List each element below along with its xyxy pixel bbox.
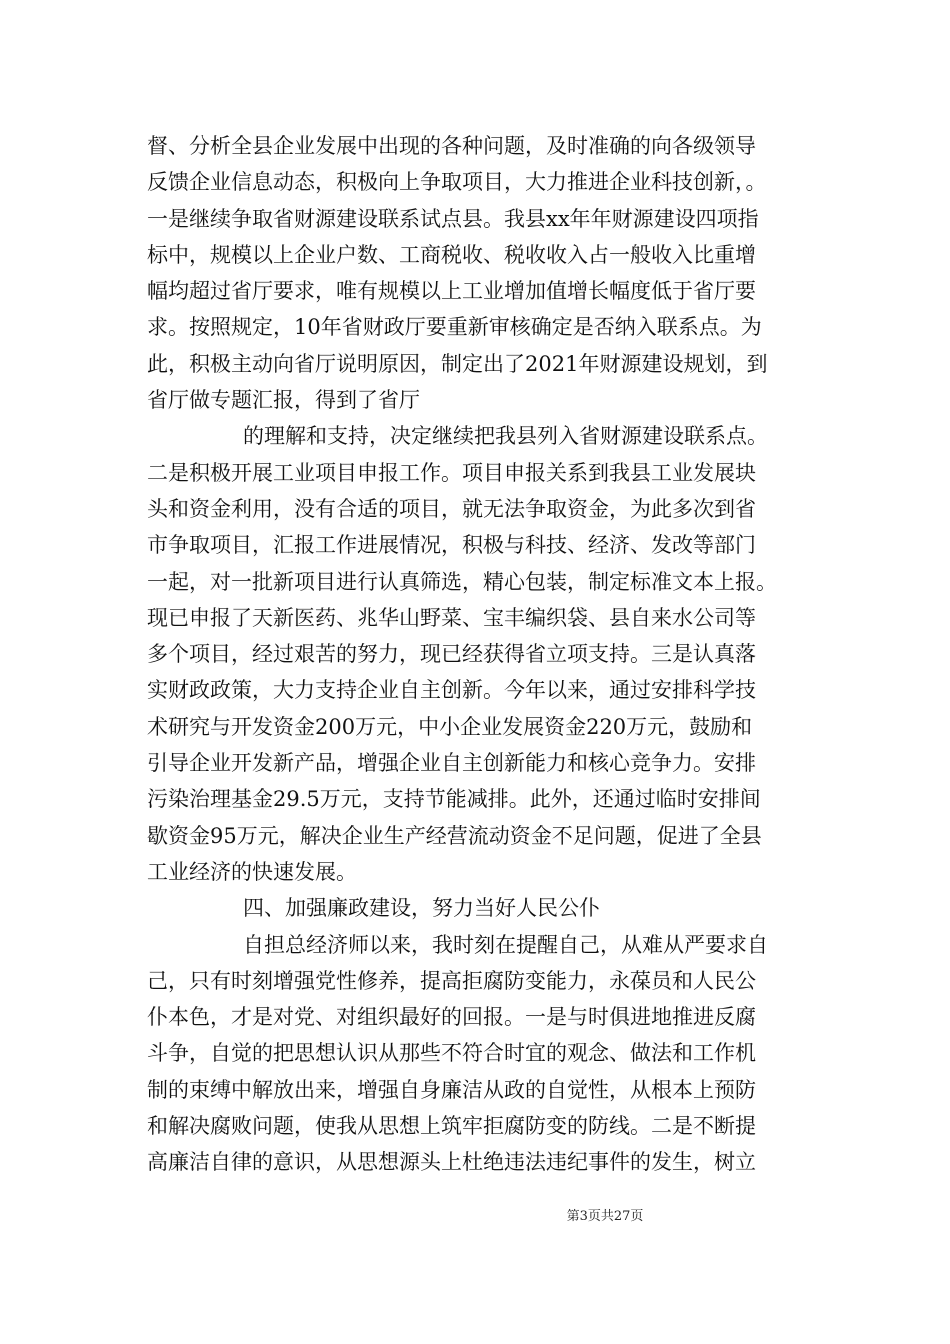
- text-line: 的理解和支持，决定继续把我县列入省财源建设联系点。: [243, 424, 768, 449]
- text-line: 制的束缚中解放出来，增强自身廉洁从政的自觉性，从根本上预防: [147, 1077, 756, 1102]
- text-line: 省厅做专题汇报，得到了省厅: [147, 388, 420, 413]
- text-line: 二是积极开展工业项目申报工作。项目申报关系到我县工业发展块: [147, 460, 756, 485]
- text-line: 歇资金95万元，解决企业生产经营流动资金不足问题，促进了全县: [147, 823, 762, 848]
- text-line: 和解决腐败问题，使我从思想上筑牢拒腐防变的防线。二是不断提: [147, 1114, 756, 1139]
- page-number-footer: 第3页共27页: [566, 1209, 644, 1224]
- text-line: 一是继续争取省财源建设联系试点县。我县xx年年财源建设四项指: [147, 206, 759, 231]
- text-line: 反馈企业信息动态，积极向上争取项目，大力推进企业科技创新，。: [147, 170, 767, 195]
- text-line: 标中，规模以上企业户数、工商税收、税收收入占一般收入比重增: [147, 242, 756, 267]
- text-line: 头和资金利用，没有合适的项目，就无法争取资金，为此多次到省: [147, 496, 756, 521]
- text-line: 一起，对一批新项目进行认真筛选，精心包装，制定标准文本上报。: [147, 569, 777, 594]
- text-line: 求。按照规定，10年省财政厅要重新审核确定是否纳入联系点。为: [147, 315, 762, 340]
- text-line: 此，积极主动向省厅说明原因，制定出了2021年财源建设规划，到: [147, 351, 768, 376]
- text-line: 污染治理基金29.5万元，支持节能减排。此外，还通过临时安排间: [147, 787, 761, 812]
- text-line: 仆本色，才是对党、对组织最好的回报。一是与时俱进地推进反腐: [147, 1005, 756, 1030]
- text-line: 高廉洁自律的意识，从思想源头上杜绝违法违纪事件的发生，树立: [147, 1150, 756, 1175]
- text-line: 多个项目，经过艰苦的努力，现已经获得省立项支持。三是认真落: [147, 642, 756, 667]
- text-line: 斗争，自觉的把思想认识从那些不符合时宜的观念、做法和工作机: [147, 1041, 756, 1066]
- text-line: 引导企业开发新产品，增强企业自主创新能力和核心竞争力。安排: [147, 751, 756, 776]
- body-text: [147, 128, 817, 1181]
- text-line: 督、分析全县企业发展中出现的各种问题，及时准确的向各级领导: [147, 134, 756, 158]
- text-line: 己，只有时刻增强党性修养，提高拒腐防变能力，永葆员和人民公: [147, 968, 756, 993]
- text-line: 术研究与开发资金200万元，中小企业发展资金220万元，鼓励和: [147, 714, 753, 739]
- text-line: 市争取项目，汇报工作进展情况，积极与科技、经济、发改等部门: [147, 533, 756, 558]
- text-line: 四、加强廉政建设，努力当好人民公仆: [243, 896, 600, 921]
- text-line: 工业经济的快速发展。: [147, 859, 357, 884]
- text-line: 幅均超过省厅要求，唯有规模以上工业增加值增长幅度低于省厅要: [147, 279, 756, 304]
- text-line: 现已申报了天新医药、兆华山野菜、宝丰编织袋、县自来水公司等: [147, 605, 756, 630]
- text-line: 实财政政策，大力支持企业自主创新。今年以来，通过安排科学技: [147, 678, 756, 703]
- text-line: 自担总经济师以来，我时刻在提醒自己，从难从严要求自: [243, 932, 768, 957]
